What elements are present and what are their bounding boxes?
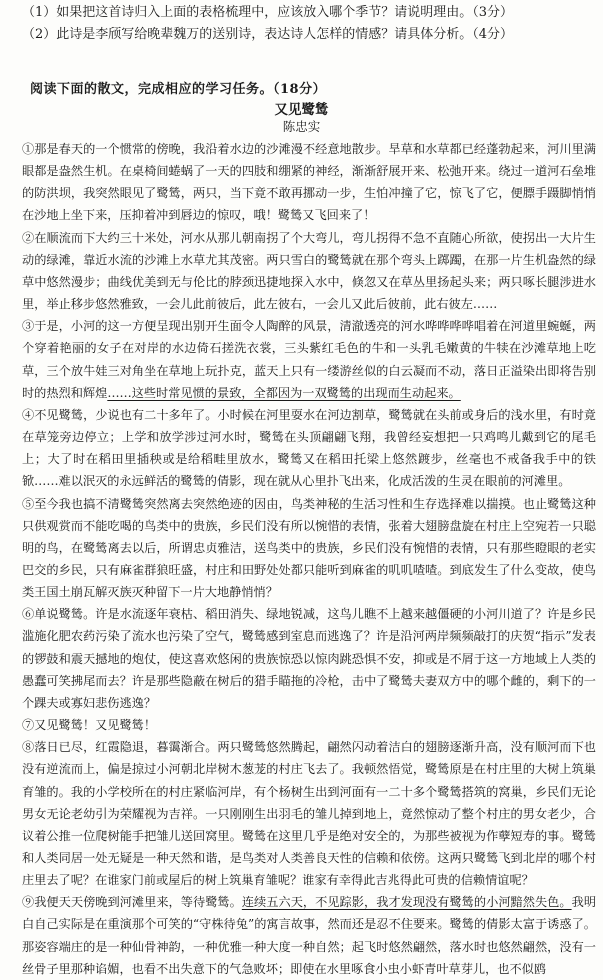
paragraph-3 [22, 315, 596, 404]
paragraph-9 [22, 891, 596, 980]
paragraph-8: ⑧落日已尽，红霞隐退，暮霭渐合。两只鹭鸶悠然腾起，翩然闪动着洁白的翅膀逐渐升高，没有顺河而下也没有逆流而上，偏是掠过小河朝北岸树木葱茏的村庄飞去了。我顿然悟觉，鹭鸶原是在村庄里的大树上筑巢育雏的。我的小学校所在的村庄紧临河岸，有个杨树生出到河面有一二十多个鹭鸶搭筑的窝巢，乡民们无论男女无论老幼引为荣耀视为吉祥。一只刚刚生出羽毛的雏儿掉到地上，竟然惊动了整个村庄的男女老少，合议着公推一位爬树能手把雏儿送回窝里。鹭鸶在这里几乎是绝对安全的，为那些被视为作孽短寿的事。鹭鸶和人类同居一处无疑是一种天然和谐，是鸟类对人类善良天性的信赖和依傍。这两只鹭鸶飞到北岸的哪个村庄里去了呢？在谁家门前或屋后的树上筑巢育雏呢？谁家有幸得此吉兆得此可贵的信赖情谊呢？ [22, 740, 596, 888]
paragraph-5: ⑤至今我也搞不清鹭鸶突然离去突然绝迹的因由，鸟类神秘的生活习性和生存选择难以揣摸。也止鹭鸶这种只供观赏而不能吃喝的鸟类中的贵族，乡民们没有所以惋惜的表情，张着大翅膀盘旋在村庄上空宛若一只聪明的鸟，在鹭鸶离去以后，所谓忠贞雅洁，送鸟类中的贵族，乡民们没有惋惜的表情，只有那些瞪眼的老实巴交的乡民，只有麻雀群狼旺盛，村庄和田野处处都只能听到麻雀的叽叽喳喳。到底发生了什么变故，使鸟类王国土崩瓦解灭族灭种留下一片大地静悄悄？ [22, 496, 596, 600]
paragraph-2: ②在顺流而下大约三十米处，河水从那儿朝南拐了个大弯儿，弯儿拐得不急不直随心所欲，使拐出一大片生动的绿滩，靠近水流的沙滩上水草尤其茂密。两只雪白的鹭鸶就在那个弯头上踯躅，在那一片生机盎然的绿草中悠然漫步；曲线优美到无与伦比的脖颈迅捷地探入水中，倏忽又在草丛里扬起头来；两只啄长腿涉进水里，举止移步悠然雅致，一会儿此前彼后，此左彼右，一会儿又此后彼前，此右彼左…… [22, 230, 596, 312]
essay-title: 又见鹭鸶 [274, 102, 329, 118]
question-2-score: （4分） [472, 27, 514, 42]
paragraph-6: ⑥单说鹭鸶。许是水流逐年衰枯、稻田消失、绿地锐减，这鸟儿瞧不上越来越僵硬的小河川道了？许是乡民滥施化肥农药污染了流水也污染了空气，鹭鸶感到室息而逃逸了？许是沿河两岸频频敲打的庆贺“指示”发表的锣鼓和震天撼地的炮仗，使这喜欢悠闲的贵族惊恐以惊肉跳恐惧不安，抑或是不屑于这一方地域上人类的愚蠢可笑拂尾而去？许是那些隐蔽在树后的猎手瞄拖的冷枪，击中了鹭鸶夫妻双方中的哪个雌的，剩下的一个踝夫或寡妇悲伤逃逸？ [22, 607, 596, 710]
paragraph-9-text-b: 我明白自己实际是在重演那个可笑的“守株待兔”的寓言故事，然而还是忍不住要来。鹭鸶的倩影太富于诱惑了。那姿容端庄的是一种仙骨神韵，一种优雅一种大度一种自然；起飞时悠然翩然，落水时也悠然翩然，没有一丝骨子里那种谄媚，也看不出失意下的气急败坏；即使在水里啄食小虫小虾青叶草芽儿，也不似鸥 [22, 895, 597, 976]
paragraph-4: ④不见鹭鸶，少说也有二十多年了。小时候在河里耍水在河边割草，鹭鸶就在头前或身后的浅水里，有时竟在草笼旁边停立；上学和放学涉过河水时，鹭鸶在头顶翩翩飞翔，我曾经妄想把一只鸡鸣儿戴到它的尾毛上；大了时在稻田里插秧或是给稻畦里放水，鹭鸶又在稻田托梁上悠然踱步，丝毫也不戒备我手中的铁锨……难以泯灭的永远鲜活的鹭鸶的倩影，现在就从心里扑飞出来，化成活泼的生灵在眼前的河滩里。 [22, 407, 596, 489]
essay-author: 陈忠实 [282, 119, 321, 134]
section-heading: 阅读下面的散文，完成相应的学习任务。（18分） [30, 82, 327, 97]
paragraph-9-underlined: 连续五六天，不见踪影，我才发现没有鹭鸶的小河黯然失色。 [241, 895, 572, 910]
question-1-score: （3分） [472, 5, 514, 20]
paragraph-9-text-a: ⑨我便天天傍晚到河滩里来，等待鹭鸶。 [22, 895, 242, 910]
essay-body [22, 138, 596, 980]
question-1 [22, 4, 592, 22]
paragraph-3-text: ③于是，小河的这一方便呈现出别开生面令人陶醉的风景，清澈透亮的河水哗哗哗哗唱着在河道里蜿蜒，两个穿着艳丽的女子在对岸的水边倚石搓洗衣裳，三头紫红毛色的牛和一头乳毛嫩黄的牛犊在沙滩草地上吃草，三个放牛娃三对角坐在草地上玩扑克，蓝天上只有一缕游丝似的白云凝而不动，落日正溢染出即将告别时的热烈和辉煌 [22, 319, 596, 400]
question-1-text: （1）如果把这首诗归入上面的表格梳理中，应该放入哪个季节？请说明理由。 [22, 5, 473, 20]
question-2 [22, 26, 592, 44]
paragraph-1: ①那是春天的一个惯常的傍晚，我沿着水边的沙滩漫不经意地散步。旱草和水草都已经蓬勃起来，河川里满眼都是盎然生机。在桌椅间蜷蜗了一天的四肢和绷紧的神经，渐渐舒展开来、松弛开来。绕过一道河石垒堆的防洪坝，我突然眼见了鹭鸶，两只，当下竟不敢再挪动一步，生怕冲撞了它，惊飞了它，便膘手蹑脚悄悄在沙地上坐下来，压抑着冲到唇边的惊叹，哦！鹭鸶又飞回来了！ [22, 142, 596, 223]
question-2-text: （2）此诗是李颀写给晚辈魏万的送别诗，表达诗人怎样的情感？请具体分析。 [22, 27, 473, 42]
paragraph-3-underlined: ……这些时常见惯的景致，全都因为一双鹭鸶的出现而生动起来。 [107, 385, 461, 400]
paragraph-7: ⑦又见鹭鸶！又见鹭鸶！ [22, 718, 157, 733]
